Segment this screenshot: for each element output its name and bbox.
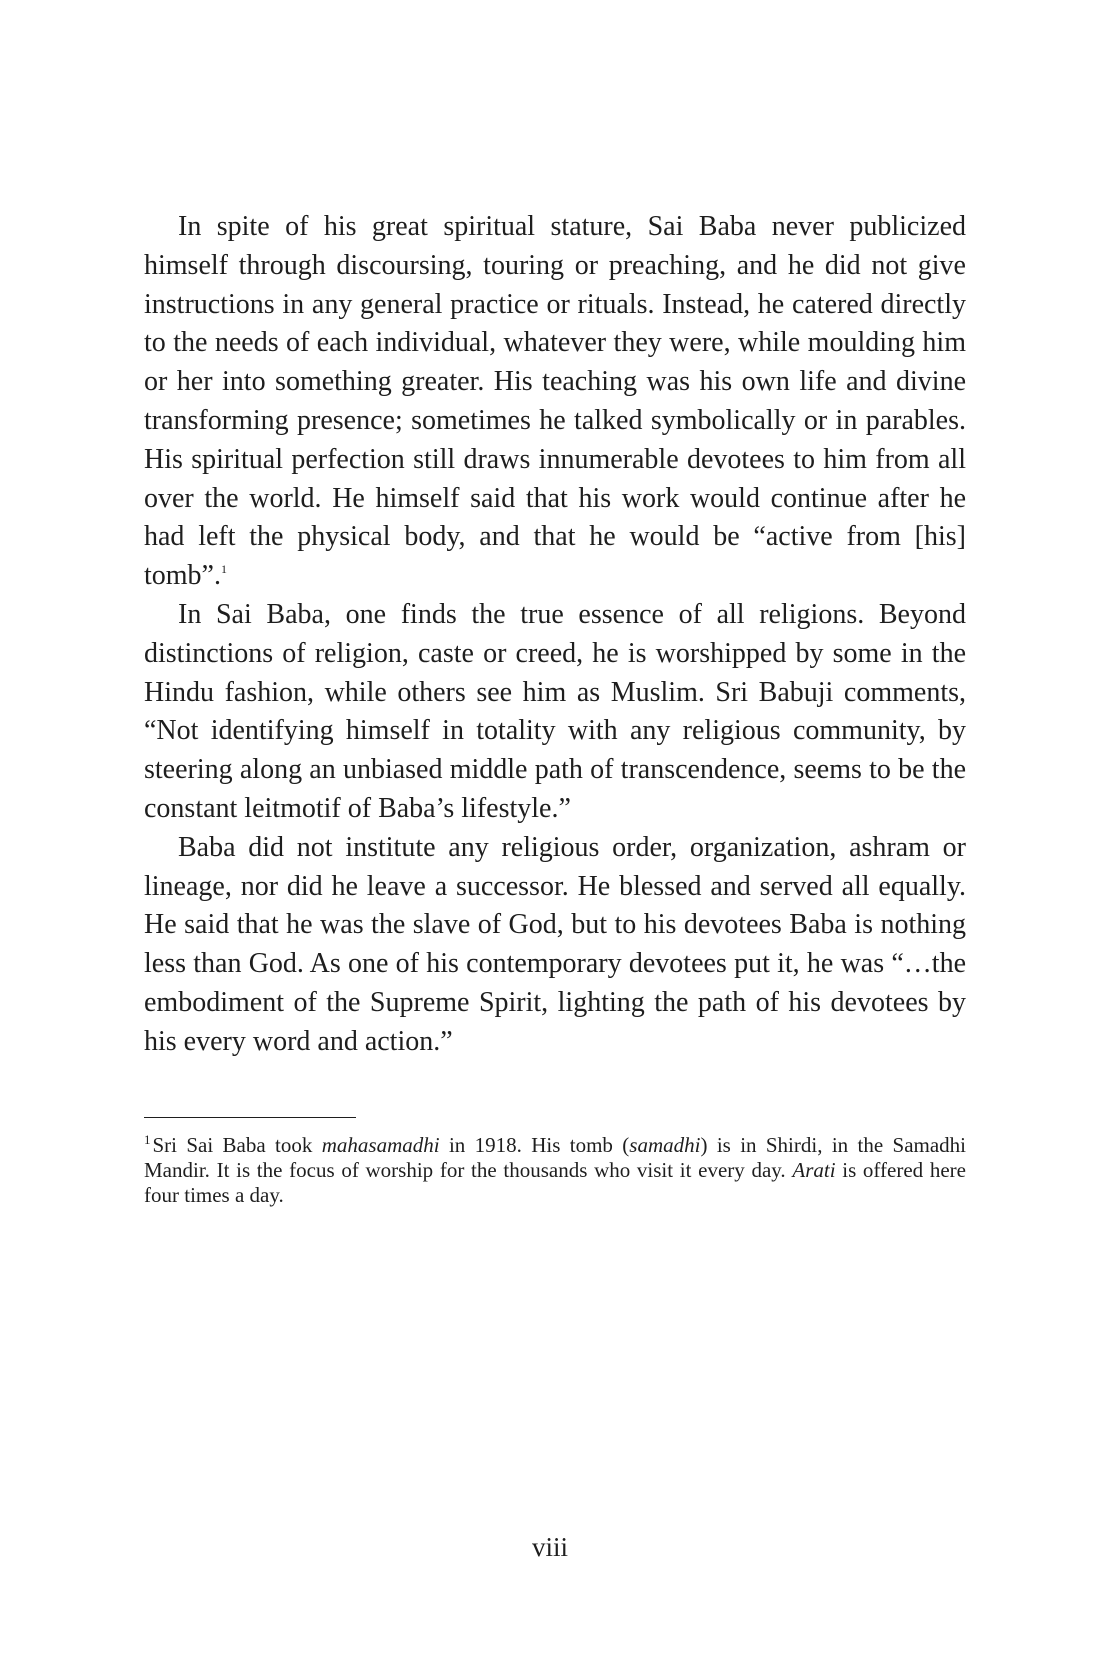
footnote xyxy=(144,1133,966,1208)
footnote-text-part-3: ) is in Shirdi, in the Samadhi Mandir. It is the focus of worship for the thousands who visit it every day. xyxy=(144,1133,967,1182)
footnote-divider xyxy=(144,1117,356,1118)
footnote-text-part-1: Sri Sai Baba took xyxy=(152,1133,322,1157)
footnote-term-samadhi: samadhi xyxy=(629,1133,701,1157)
page-number: viii xyxy=(531,1532,568,1562)
paragraph-2-text: In Sai Baba, one finds the true essence of all religions. Beyond distinctions of religion, caste or creed, he is worshipped by some in the Hindu fashion, while others see him as Muslim. Sri Babuji comments, “Not identifying himself in totality with any religious community, by steering along an unbiased middle path of transcendence, seems to be the constant leitmotif of Baba’s lifestyle.” xyxy=(144,598,966,824)
paragraph-1-text: In spite of his great spiritual stature, Sai Baba never publicized himself through discoursing, touring or preaching, and he did not give instructions in any general practice or rituals. Instead, he catered directly to the needs of each individual, whatever they were, while moulding him or her into something greater. His teaching was his own life and divine transforming presence; sometimes he talked symbolically or in parables. His spiritual perfection still draws innumerable devotees to him from all over the world. He himself said that his work would continue after he had left the physical body, and that he would be “active from [his] tomb”. xyxy=(144,211,966,592)
paragraph-2 xyxy=(144,596,966,829)
main-text xyxy=(144,208,966,1062)
footnote-term-mahasamadhi: mahasamadhi xyxy=(321,1133,440,1157)
paragraph-3 xyxy=(144,829,966,1062)
footnote-term-arati: Arati xyxy=(792,1158,836,1182)
footnote-number: 1 xyxy=(144,1132,151,1147)
paragraph-3-text: Baba did not institute any religious order, organization, ashram or lineage, nor did he leave a successor. He blessed and served all equally. He said that he was the slave of God, but to his devotees Baba is nothing less than God. As one of his contemporary devotees put it, he was “…the embodiment of the Supreme Spirit, lighting the path of his devotees by his every word and action.” xyxy=(144,831,966,1057)
paragraph-1 xyxy=(144,208,966,596)
footnote-reference: 1 xyxy=(221,562,227,577)
footnote-text-part-4: is offered here four times a day. xyxy=(144,1158,966,1207)
footnote-text-part-2: in 1918. His tomb ( xyxy=(439,1133,630,1157)
